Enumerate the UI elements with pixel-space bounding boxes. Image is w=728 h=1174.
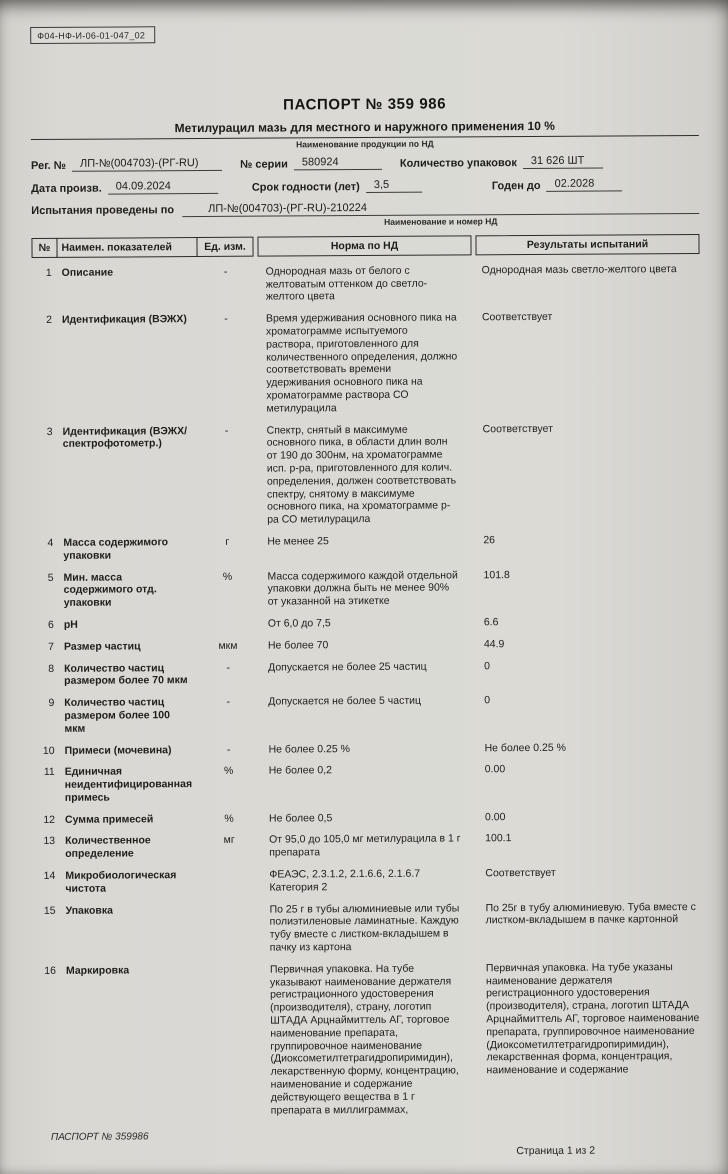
col-header-results: Результаты испытаний [475,234,699,255]
table-row [36,901,704,956]
table-row [35,866,703,896]
series-label: № серии [240,158,288,171]
cell-num: 16 [44,964,56,977]
cell-unit [202,964,259,1118]
cell-name: Мин. масса содержимого отд. упаковки [63,571,157,609]
cell-num: 12 [43,813,56,826]
cell-num: 9 [48,697,55,710]
col-header-unit: Ед. изм. [196,237,253,257]
field-row-registration [31,154,699,172]
table-row [36,961,705,1119]
cell-norm: Не более 0,2 [268,764,333,777]
cell-norm: Однородная мазь от белого с желтоватым оттенком до светло-желтого цвета [265,264,428,303]
shelf-life-value: 3,5 [366,179,422,193]
production-date-value: 04.09.2024 [108,180,218,195]
cell-result: По 25г в тубу алюминиевую. Туба вместе с листком-вкладышем в пачке картонной [485,900,696,927]
table-row [34,693,702,735]
form-code-box [30,26,155,44]
table-row [34,658,702,688]
cell-name: Микробиологическая чистота [65,869,177,895]
cell-num: 10 [42,744,55,757]
cell-norm: Масса содержимого каждой отдельной упаковки должна быть не менее 90% от указанной на этикетке [267,568,458,608]
cell-num: 8 [48,662,55,675]
cell-unit: % [224,812,234,825]
table-row [34,637,702,654]
tests-performed-value: ЛП-№(004703)-(РГ-RU)-210224 [182,200,699,217]
table-row [34,615,702,632]
cell-num: 6 [47,618,54,631]
table-row [32,310,701,416]
cell-result: Первичная упаковка. На тубе указаны наименование держателя регистрационного удостоверения (производителя), страна, логотип ШТАДА Арцнаймиттель АГ, торговое наименование препарата, группировочное наименование (Диоксометилтетрагидропиримидин), лекарственная форма, концентрация, наименование и содержание [485,960,700,1077]
cell-num: 14 [43,869,56,883]
cell-result: 100.1 [485,832,512,845]
cell-name: Маркировка [65,964,130,977]
cell-name: Количество частиц размером более 100 мкм [64,696,171,735]
field-row-tests [31,200,699,229]
table-row [35,810,703,827]
series-value: 580924 [294,156,382,171]
cell-result: Соответствует [485,866,556,880]
expiry-label: Годен до [491,179,541,193]
cell-name: Сумма примесей [64,812,154,826]
cell-unit: мкм [218,639,238,652]
cell-result: Не более 0.25 % [484,741,566,754]
cell-name: Масса содержимого упаковки [63,536,169,562]
table-row [33,533,701,563]
cell-num: 13 [43,835,56,848]
cell-result: 0.00 [484,810,506,823]
cell-norm: Не более 70 [267,638,329,652]
results-table [31,234,704,1118]
cell-name: Размер частиц [63,640,141,653]
production-date-label: Дата произв. [31,182,102,196]
cell-name: pH [63,618,78,631]
expiry-value: 02.2028 [547,177,623,191]
cell-result: Однородная мазь светло-желтого цвета [481,262,677,277]
cell-unit [200,618,256,631]
cell-num: 1 [45,266,52,279]
cell-result: 26 [483,534,496,547]
cell-norm: Первичная упаковка. На тубе указывают наименование держателя регистрационного удостоверения (производителя), страну, логотип ШТАДА Арцнаймиттель АГ, торговое наименование препарата, группировочное наименование (Диоксометилтетрагидропиримидин), лекарственную форму, концентрацию, наименование и содержание действующего вещества в 1 г препарата в миллиграммах, [269,962,459,1117]
cell-unit: мг [223,834,235,847]
cell-result: 6.6 [483,616,499,629]
table-row [35,831,703,861]
cell-name: Идентификация (ВЭЖХ) [61,313,187,327]
cell-name: Упаковка [65,904,113,917]
cell-num: 5 [47,571,54,584]
page-footer [37,1128,705,1160]
cell-num: 7 [48,640,54,653]
cell-result: Соответствует [481,311,553,324]
cell-unit: - [226,661,230,674]
footer-passport-number: ПАСПОРТ № 359986 [50,1131,149,1144]
reg-number-value: ЛП-№(004703)-(РГ-RU) [72,157,222,172]
shelf-life-label: Срок годности (лет) [251,181,360,194]
cell-num: 15 [43,904,56,917]
cell-unit: г [225,535,230,548]
cell-unit [201,869,257,895]
cell-num: 4 [47,536,54,549]
col-header-indicator: Наимен. показателей [56,237,197,258]
cell-result: 0 [484,659,490,672]
table-body [32,263,705,1119]
cell-num: 11 [43,766,55,779]
tests-caption: Наименование и номер НД [384,216,498,227]
cell-num: 3 [46,425,53,438]
cell-norm: Не менее 25 [267,535,329,548]
table-row [33,567,701,609]
cell-num: 2 [46,314,52,327]
cell-result: 44.9 [483,637,505,650]
cell-name: Описание [61,266,114,279]
page-title: ПАСПОРТ № 359 986 [283,95,447,114]
cell-name: Количество частиц размером более 70 мкм [64,661,188,688]
tests-performed-label: Испытания проведены по [31,204,175,218]
cell-unit: - [224,424,229,437]
cell-norm: Спектр, снятый в максимуме основного пика, в области длин волн от 190 до 300нм, на хроматограмме исп. р-ра, приготовленного для колич. определения, должен соответствовать спектру, снятому в максимуме основного пика, на хроматограмме р-ра СО метилурацила [266,423,457,526]
col-header-number: № [31,238,57,258]
header-fields [31,154,699,229]
cell-norm: От 95,0 до 105,0 мг метилурацила в 1 г препарата [269,832,461,859]
cell-name: Количественное определение [65,834,151,861]
cell-name: Примеси (мочевина) [64,743,172,757]
reg-number-label: Рег. № [30,159,67,173]
form-code-text: Ф04-НФ-И-06-01-047_02 [37,30,146,41]
cell-norm: ФЕАЭС, 2.3.1.2, 2.1.6.6, 2.1.6.7 Категория 2 [269,867,421,894]
cell-result: 101.8 [483,568,510,581]
cell-unit: % [222,570,233,583]
col-header-norm: Норма по НД [257,235,471,256]
cell-result: Соответствует [482,422,553,435]
table-row [33,422,702,528]
footer-page-number: Страница 1 из 2 [516,1145,596,1158]
cell-result: 0.00 [484,763,506,776]
cell-unit: % [223,765,234,778]
cell-norm: Время удерживания основного пика на хроматограмме испытуемого раствора, приготовленного для количественного определения, должно соответствовать времени удерживания основного пика на хроматограмме раствора СО метилурацила [265,311,458,415]
cell-unit: - [226,695,231,708]
cell-name: Идентификация (ВЭЖХ/спектрофотометр.) [62,424,188,451]
cell-name: Единичная неидентифицированная примесь [64,765,193,804]
cell-norm: Допускается не более 25 частиц [268,660,427,674]
cell-norm: Не более 0.25 % [268,742,350,756]
cell-unit: - [223,265,228,278]
pack-count-label: Количество упаковок [399,157,517,170]
cell-norm: От 6,0 до 7,5 [267,617,331,630]
pack-count-value: 31 626 ШТ [523,155,603,169]
product-name-caption: Наименование продукции по НД [296,138,434,150]
cell-unit: - [226,743,231,756]
cell-unit [202,903,258,955]
field-row-dates [31,177,699,195]
product-name: Метилурацил мазь для местного и наружного применения 10 % [174,118,555,136]
cell-result: 0 [484,694,491,707]
cell-norm: По 25 г в тубы алюминиевые или тубы полиэтиленовые ламинатные. Каждую тубу вместе с листком-вкладышем в пачку из картона [269,902,460,954]
table-header-row [31,234,699,258]
cell-norm: Допускается не более 5 частиц [268,694,422,708]
table-row [32,263,700,305]
table-row [35,762,703,804]
cell-unit: - [224,313,228,326]
table-row [35,740,703,757]
cell-norm: Не более 0,5 [268,811,333,825]
